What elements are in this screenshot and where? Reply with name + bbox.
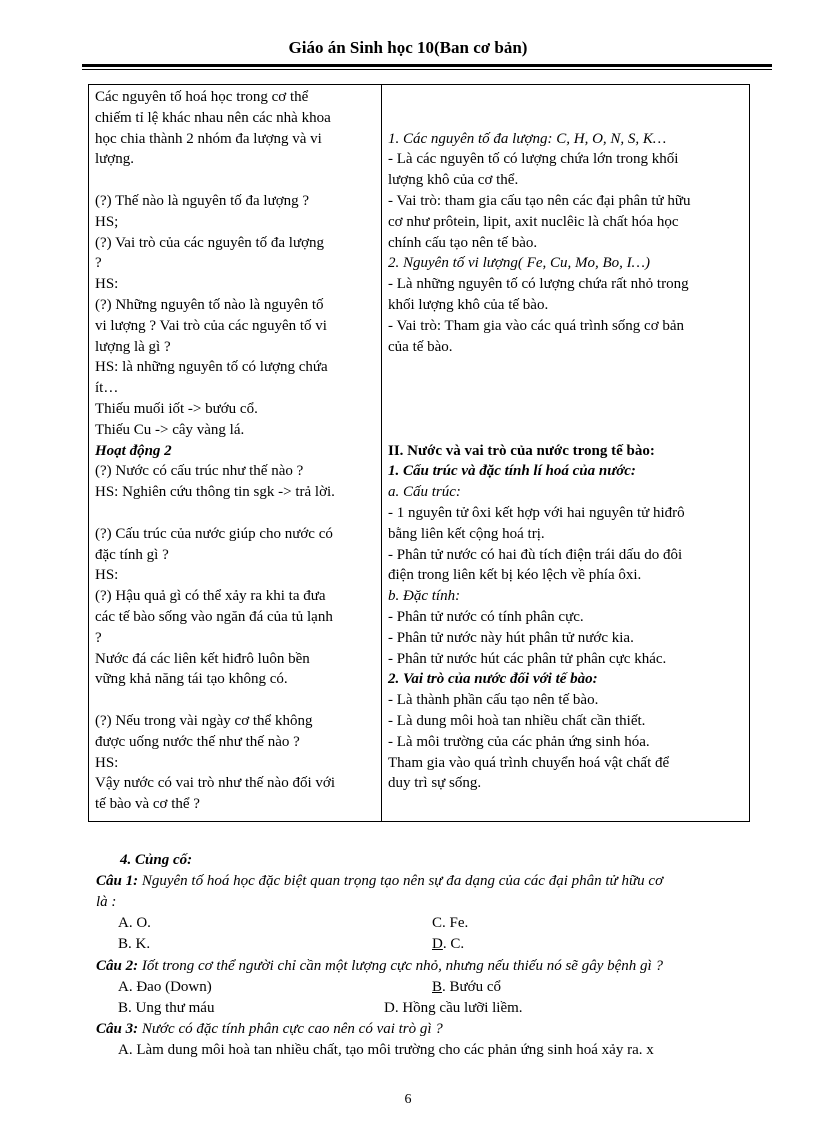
left-line: đặc tính gì ? — [95, 546, 169, 563]
left-line: HS: Nghiên cứu thông tin sgk -> trả lời. — [95, 484, 335, 501]
left-line: được uống nước thế như thế nào ? — [95, 733, 300, 750]
right-line: bằng liên kết cộng hoá trị. — [388, 525, 545, 542]
left-line: ? — [95, 255, 102, 272]
right-line: lượng khô của cơ thể. — [388, 172, 519, 189]
left-line: Vậy nước có vai trò như thế nào đối với — [95, 775, 335, 792]
right-line — [388, 87, 743, 108]
right-line: - Là các nguyên tố có lượng chứa lớn trong khối — [388, 151, 679, 168]
right-line: 2. Vai trò của nước đối với tế bào: — [388, 671, 598, 688]
left-line: Các nguyên tố hoá học trong cơ thể — [95, 89, 309, 105]
left-line: HS: — [95, 276, 119, 293]
question-2-text: Iốt trong cơ thể người chỉ cần một lượng cực nhỏ, nhưng nếu thiếu nó sẽ gây bệnh gì ? — [138, 958, 663, 974]
right-line: 1. Cấu trúc và đặc tính lí hoá của nước: — [388, 463, 636, 480]
q1-option-c: C. Fe. — [432, 915, 469, 931]
right-line: chính cấu tạo nên tế bào. — [388, 234, 538, 251]
lesson-table — [88, 84, 750, 822]
left-line: (?) Cấu trúc của nước giúp cho nước có — [95, 525, 333, 542]
left-line: các tế bào sống vào ngăn đá của tủ lạnh — [95, 608, 333, 625]
right-line: - Là những nguyên tố có lượng chứa rất nhỏ trong — [388, 276, 689, 293]
consolidation-heading: 4. Củng cố: — [120, 852, 193, 868]
question-1-label: Câu 1: — [96, 873, 139, 889]
question-1 — [96, 871, 776, 892]
left-line: (?) Thế nào là nguyên tố đa lượng ? — [95, 192, 310, 209]
right-line: - Là môi trường của các phản ứng sinh hóa. — [388, 733, 650, 750]
right-line — [388, 378, 743, 399]
left-line: (?) Hậu quả gì có thể xảy ra khi ta đưa — [95, 588, 326, 605]
header-rule-thin — [82, 69, 772, 70]
left-line: HS: là những nguyên tố có lượng chứa — [95, 359, 328, 376]
question-3 — [96, 1019, 776, 1040]
left-line: (?) Nếu trong vài ngày cơ thể không — [95, 712, 313, 729]
right-line: - Phân tử nước hút các phân tử phân cực khác. — [388, 650, 667, 667]
right-line: - 1 nguyên tử ôxi kết hợp với hai nguyên tử hiđrô — [388, 504, 685, 521]
left-line: ? — [95, 629, 102, 646]
question-1-cont: là : — [96, 894, 117, 910]
left-line: HS; — [95, 213, 119, 230]
q2-option-c: B. Ung thư máu — [118, 1000, 215, 1016]
lesson-content-column — [382, 85, 750, 822]
question-3-label: Câu 3: — [96, 1021, 139, 1037]
right-line — [388, 357, 743, 378]
right-line — [388, 399, 743, 420]
right-line — [388, 420, 743, 441]
left-line: HS: — [95, 754, 119, 771]
left-line: (?) Vai trò của các nguyên tố đa lượng — [95, 234, 325, 251]
teacher-student-activity-column — [89, 85, 382, 822]
left-line — [95, 170, 375, 191]
question-2-label: Câu 2: — [96, 958, 139, 974]
page-header-title: Giáo án Sinh học 10(Ban cơ bản) — [288, 38, 528, 57]
left-line: (?) Những nguyên tố nào là nguyên tố — [95, 296, 324, 313]
left-line: lượng. — [95, 151, 134, 168]
right-line: a. Cấu trúc: — [388, 484, 461, 501]
question-3-text: Nước có đặc tính phân cực cao nên có vai trò gì ? — [138, 1021, 443, 1037]
left-line: Hoạt động 2 — [95, 442, 172, 459]
left-line: vi lượng ? Vai trò của các nguyên tố vi — [95, 317, 327, 334]
right-line: b. Đặc tính: — [388, 588, 461, 605]
right-line: điện trong liên kết bị kéo lệch về phía ôxi. — [388, 567, 642, 584]
left-line: HS: — [95, 567, 119, 584]
question-2 — [96, 956, 776, 977]
question-1-text: Nguyên tố hoá học đặc biệt quan trọng tạo nên sự đa dạng của các đại phân tử hữu cơ — [138, 873, 664, 889]
left-line: (?) Nước có cấu trúc như thế nào ? — [95, 463, 304, 480]
left-line: Nước đá các liên kết hiđrô luôn bền — [95, 650, 310, 667]
q1-option-b: B. K. — [118, 936, 151, 952]
right-line: - Phân tử nước có hai đù tích điện trái dấu do đôi — [388, 546, 683, 563]
right-line: - Là dung môi hoà tan nhiều chất cần thiết. — [388, 712, 646, 729]
q1-option-a: A. O. — [118, 915, 151, 931]
left-line: vững khả năng tái tạo không có. — [95, 671, 288, 688]
q2-option-b: B. Bướu cổ — [432, 979, 501, 995]
right-line: 1. Các nguyên tố đa lượng: C, H, O, N, S, K… — [388, 130, 667, 147]
right-line: 2. Nguyên tố vi lượng( Fe, Cu, Mo, Bo, I…) — [388, 255, 650, 272]
right-line: - Vai trò: tham gia cấu tạo nên các đại phân tử hữu — [388, 192, 691, 209]
right-line: II. Nước và vai trò của nước trong tế bào: — [388, 442, 655, 459]
right-line: - Là thành phần cấu tạo nên tế bào. — [388, 692, 599, 709]
right-line: - Vai trò: Tham gia vào các quá trình sống cơ bản — [388, 317, 685, 334]
left-line — [95, 503, 375, 524]
header-rule-thick — [82, 64, 772, 67]
q2-option-a: A. Đao (Down) — [118, 979, 212, 995]
right-line: duy trì sự sống. — [388, 775, 482, 792]
left-line: Thiếu Cu -> cây vàng lá. — [95, 421, 245, 438]
q2-option-d: D. Hồng cầu lưỡi liềm. — [384, 1000, 523, 1016]
right-line: cơ như prôtein, lipit, axit nuclêic là chất hóa học — [388, 213, 679, 230]
page-number: 6 — [404, 1092, 412, 1107]
left-line: tế bào và cơ thể ? — [95, 796, 200, 813]
right-line: khối lượng khô của tế bào. — [388, 296, 549, 313]
left-line: ít… — [95, 380, 119, 397]
left-line: học chia thành 2 nhóm đa lượng và vi — [95, 130, 322, 147]
left-line: chiếm tỉ lệ khác nhau nên các nhà khoa — [95, 109, 331, 126]
right-line: Tham gia vào quá trình chuyển hoá vật chất để — [388, 754, 670, 771]
right-line: - Phân tử nước này hút phân tử nước kia. — [388, 629, 634, 646]
left-line: Thiếu muối iốt -> bướu cổ. — [95, 400, 258, 417]
q3-option-a: A. Làm dung môi hoà tan nhiều chất, tạo môi trường cho các phản ứng sinh hoá xảy ra. x — [118, 1042, 654, 1058]
right-line: của tế bào. — [388, 338, 453, 355]
left-line — [95, 690, 375, 711]
right-line — [388, 108, 743, 129]
q1-option-d: D. C. — [432, 936, 465, 952]
left-line: lượng là gì ? — [95, 338, 171, 355]
right-line: - Phân tử nước có tính phân cực. — [388, 608, 584, 625]
